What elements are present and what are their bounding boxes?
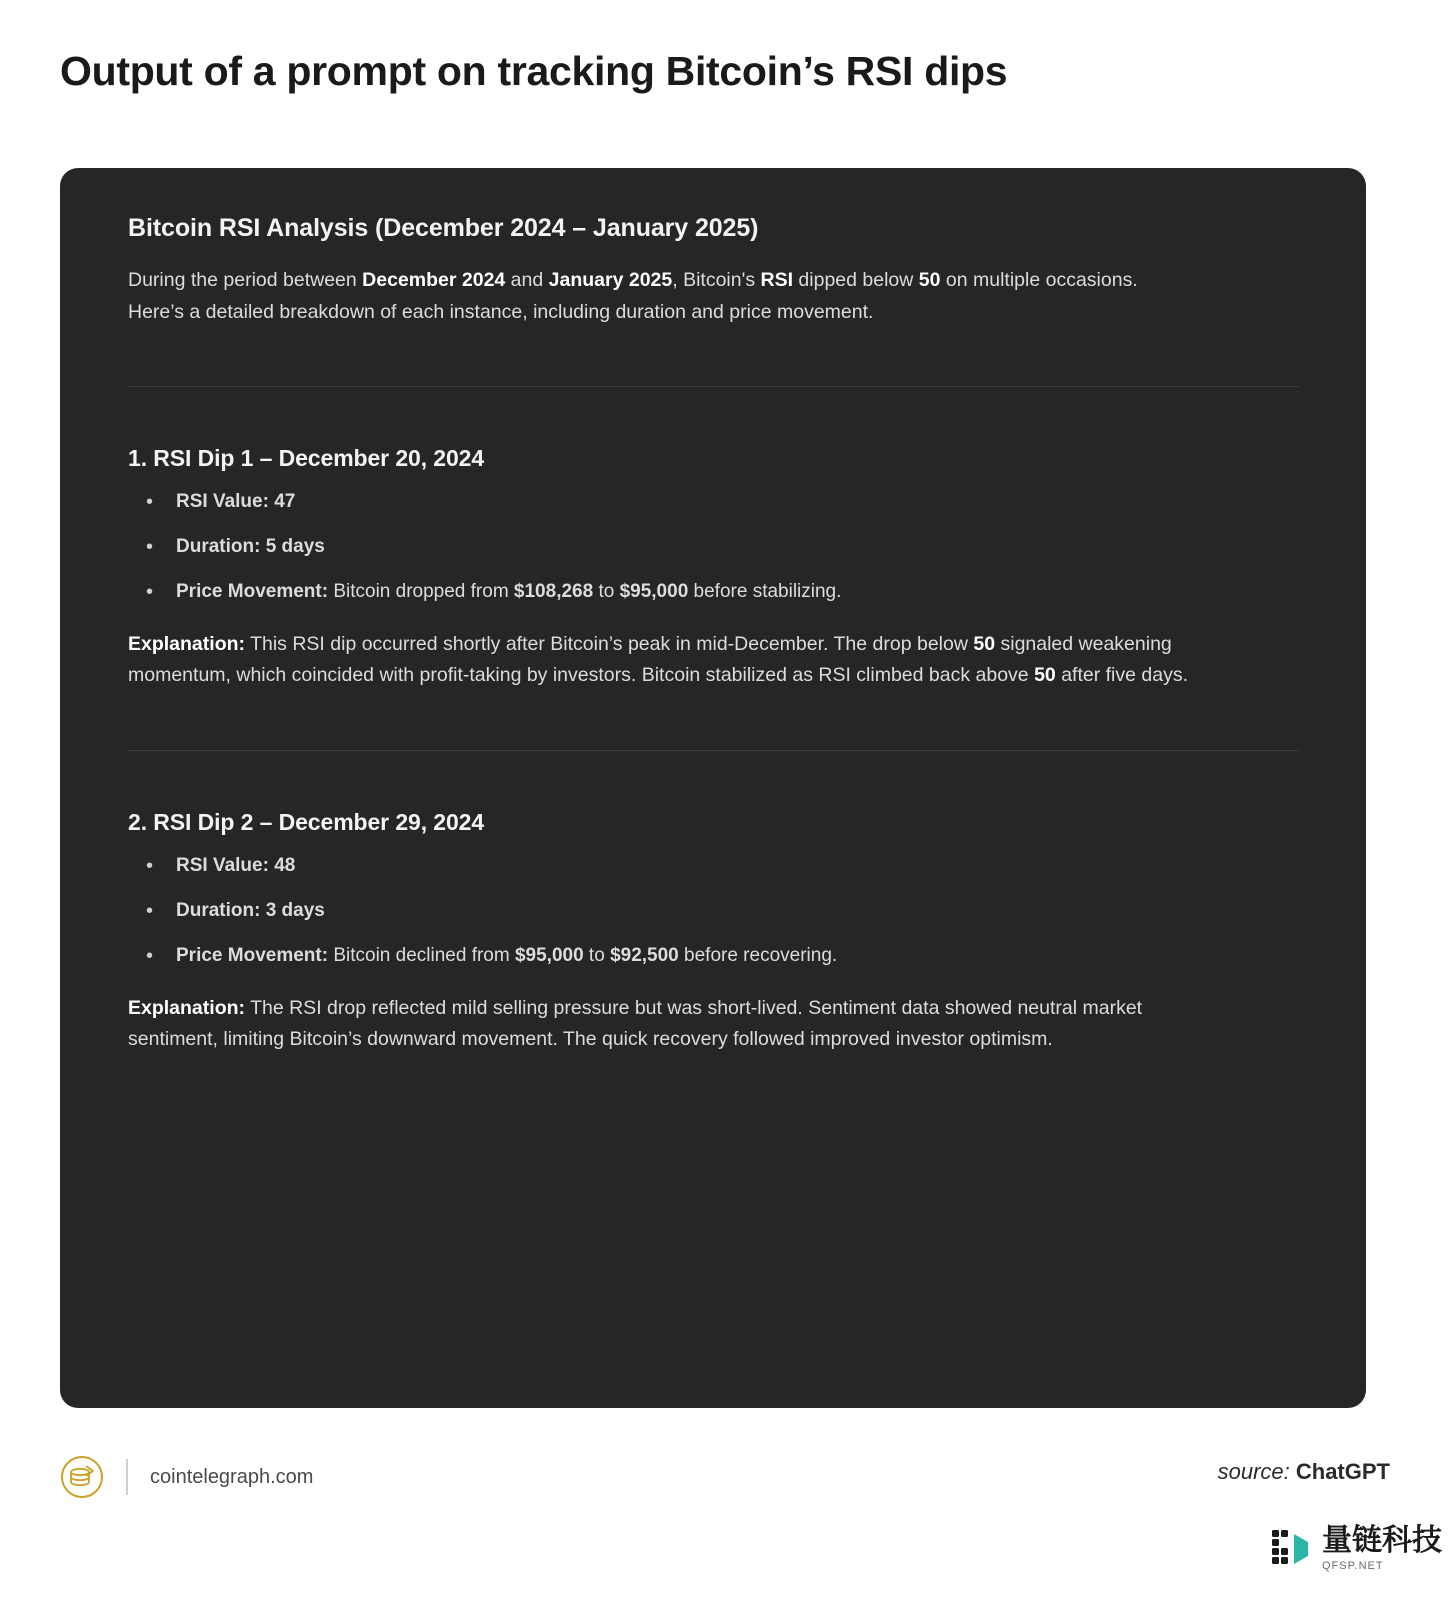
divider-1	[128, 386, 1298, 387]
cointelegraph-logo-icon	[60, 1455, 104, 1499]
qfsp-logo-icon	[1270, 1528, 1312, 1570]
watermark-subtext: QFSP.NET	[1322, 1560, 1384, 1572]
section-explanation: Explanation: The RSI drop reflected mild selling pressure but was short-lived. Sentiment data showed neutral market sentiment, limiting Bitcoin’s downward movement. The quick recovery followed improved investor optimism.	[128, 996, 1143, 1051]
watermark-text: 量链科技	[1322, 1524, 1442, 1557]
section-bullet-list	[128, 852, 1330, 971]
footer-site-url: cointelegraph.com	[150, 1465, 314, 1488]
section-heading: 2. RSI Dip 2 – December 29, 2024	[128, 808, 485, 835]
section-heading: 1. RSI Dip 1 – December 20, 2024	[128, 445, 485, 472]
list-item: • RSI Value: 47	[128, 488, 1330, 517]
footer-source	[1218, 1459, 1390, 1485]
card-content	[96, 214, 1330, 1408]
source-name: ChatGPT	[1295, 1459, 1390, 1484]
list-item: • Price Movement: Bitcoin dropped from $108,268 to $95,000 before stabilizing.	[128, 578, 1330, 607]
watermark	[1270, 1526, 1442, 1572]
footer	[60, 1455, 1390, 1515]
section-explanation: Explanation: This RSI dip occurred shortly after Bitcoin’s peak in mid-December. The drop below 50 signaled weakening momentum, which coincided with profit-taking by investors. Bitcoin stabilized as RSI climbed back above 50 after five days.	[128, 632, 1189, 687]
footer-separator	[126, 1459, 128, 1495]
source-label: source:	[1217, 1459, 1290, 1484]
list-item: • RSI Value: 48	[128, 852, 1330, 881]
list-item: • Duration: 3 days	[128, 897, 1330, 926]
page-title: Output of a prompt on tracking Bitcoin’s RSI dips	[60, 48, 1008, 94]
list-item: • Duration: 5 days	[128, 533, 1330, 562]
section-rsi-dip-2	[96, 809, 1330, 1056]
list-item: • Price Movement: Bitcoin declined from $95,000 to $92,500 before recovering.	[128, 942, 1330, 971]
footer-brand	[60, 1455, 313, 1499]
section-rsi-dip-1	[96, 445, 1330, 692]
divider-2	[128, 750, 1298, 751]
intro-paragraph: During the period between December 2024 and January 2025, Bitcoin's RSI dipped below 50 on multiple occasions. Here’s a detailed breakdown of each instance, including duration and price movement.	[128, 269, 1138, 323]
chat-output-card	[60, 168, 1366, 1408]
section-bullet-list	[128, 488, 1330, 607]
document-heading: Bitcoin RSI Analysis (December 2024 – January 2025)	[128, 214, 759, 242]
